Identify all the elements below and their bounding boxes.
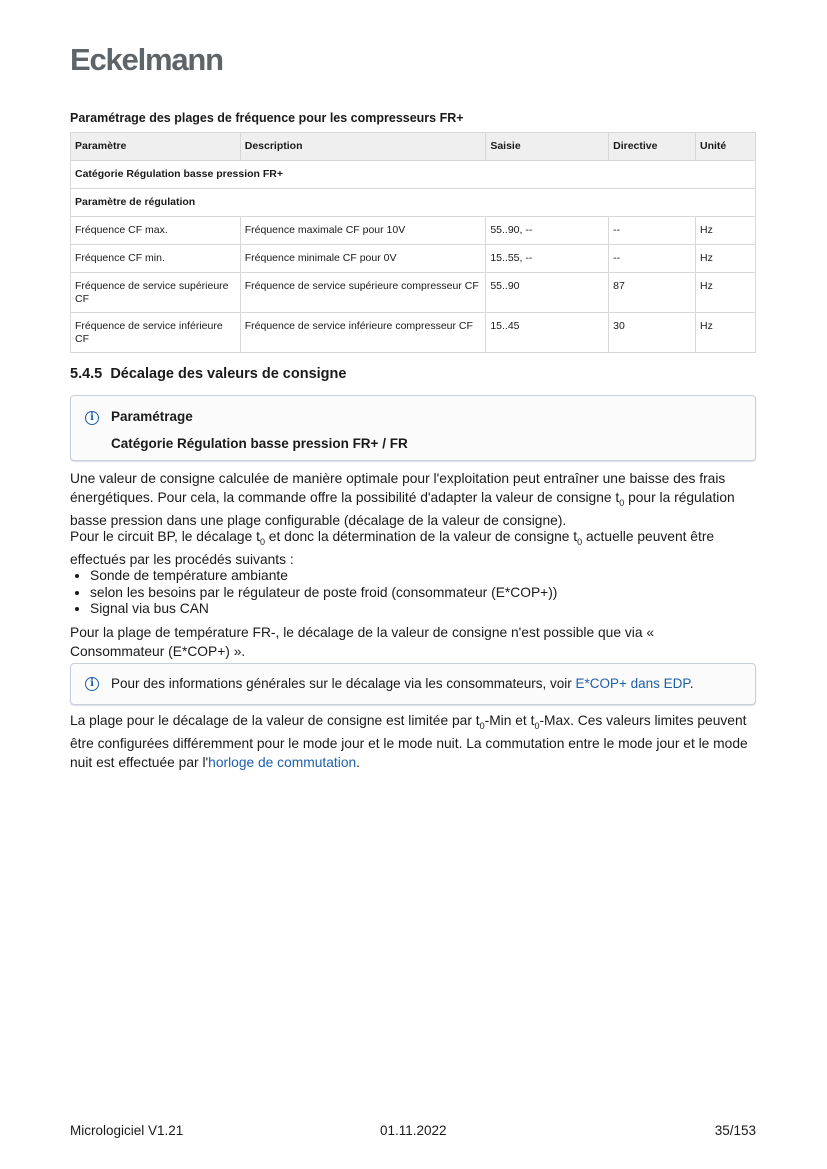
note-title: Paramétrage xyxy=(111,409,193,424)
cell: Fréquence CF max. xyxy=(71,217,241,245)
cell: Hz xyxy=(696,217,756,245)
table-row xyxy=(71,273,756,313)
footer-version: Micrologiciel V1.21 xyxy=(70,1123,184,1138)
cell: Fréquence de service supérieure compresseur CF xyxy=(240,273,486,313)
paragraph xyxy=(70,470,760,530)
cell: Fréquence CF min. xyxy=(71,245,241,273)
table-row xyxy=(71,217,756,245)
paragraph: Pour la plage de température FR-, le décalage de la valeur de consigne n'est possible que via « Consommateur (E*COP+) ». xyxy=(70,625,654,659)
info-note xyxy=(70,663,756,705)
cell: -- xyxy=(609,217,696,245)
col-header: Saisie xyxy=(486,133,609,161)
list-item: • selon les besoins par le régulateur de poste froid (consommateur (E*COP+)) xyxy=(90,585,760,602)
table-header-row xyxy=(71,133,756,161)
text: Pour des informations générales sur le décalage via les consommateurs, voir xyxy=(111,676,576,691)
subscript: 0 xyxy=(534,720,540,731)
col-header: Paramètre xyxy=(71,133,241,161)
text: -Max. Ces valeurs limites peuvent être configurées différemment pour le mode jour et le mode nuit. La commutation entre le mode jour et le mode nuit est effectuée par l' xyxy=(70,713,748,770)
list-item: • Signal via bus CAN xyxy=(90,601,760,618)
footer-date: 01.11.2022 xyxy=(380,1123,447,1138)
section-number: 5.4.5 xyxy=(70,366,103,382)
cell: Fréquence de service inférieure compresseur CF xyxy=(240,313,486,353)
col-header: Directive xyxy=(609,133,696,161)
text: et donc la détermination de la valeur de consigne t xyxy=(264,529,578,544)
subscript: 0 xyxy=(479,720,485,731)
footer-page-number: 35/153 xyxy=(714,1123,756,1138)
category-row: Catégorie Régulation basse pression FR+ xyxy=(71,161,756,189)
section-heading xyxy=(70,366,346,382)
frequency-table xyxy=(70,132,756,353)
cell: 87 xyxy=(609,273,696,313)
cell: 15..55, -- xyxy=(486,245,609,273)
cell: 55..90, -- xyxy=(486,217,609,245)
text: actuelle peuvent être effectués par les procédés suivants : xyxy=(70,529,715,568)
cell: Fréquence maximale CF pour 10V xyxy=(240,217,486,245)
note-text xyxy=(111,676,693,691)
table-row xyxy=(71,313,756,353)
cell: Fréquence de service inférieure CF xyxy=(71,313,241,353)
paragraph xyxy=(70,712,760,772)
cell: 15..45 xyxy=(486,313,609,353)
switching-clock-link[interactable]: horloge de commutation xyxy=(208,754,357,770)
bullet-list xyxy=(70,568,760,618)
text: -Min et t xyxy=(484,713,535,728)
parameter-note xyxy=(70,395,756,461)
info-icon: i xyxy=(85,411,99,425)
section-title: Décalage des valeurs de consigne xyxy=(110,366,347,382)
table-title: Paramétrage des plages de fréquence pour les compresseurs FR+ xyxy=(70,111,464,125)
cell: Hz xyxy=(696,273,756,313)
text: Une valeur de consigne calculée de manière optimale pour l'exploitation peut entraîner une baisse des frais énergétiques. Pour cela, la commande offre la possibilité d'adapter la valeur de consigne t xyxy=(70,471,726,505)
cell: Hz xyxy=(696,313,756,353)
col-header: Description xyxy=(240,133,486,161)
subscript: 0 xyxy=(619,497,625,508)
cell: Hz xyxy=(696,245,756,273)
text: . xyxy=(356,754,361,770)
note-text: Catégorie Régulation basse pression FR+ / FR xyxy=(111,436,408,451)
subscript: 0 xyxy=(577,536,583,547)
paragraph xyxy=(70,528,760,570)
list-item: • Sonde de température ambiante xyxy=(90,568,760,585)
ecop-edp-link[interactable]: E*COP+ dans EDP xyxy=(575,676,690,691)
info-icon: i xyxy=(85,677,99,691)
text: . xyxy=(689,676,694,691)
cell: Fréquence de service supérieure CF xyxy=(71,273,241,313)
cell: -- xyxy=(609,245,696,273)
cell: Fréquence minimale CF pour 0V xyxy=(240,245,486,273)
text: Pour le circuit BP, le décalage t xyxy=(70,529,260,544)
table-row xyxy=(71,245,756,273)
cell: 55..90 xyxy=(486,273,609,313)
group-row: Paramètre de régulation xyxy=(71,189,756,217)
text: pour la régulation basse pression dans une plage configurable (décalage de la valeur de consigne). xyxy=(70,489,735,528)
col-header: Unité xyxy=(696,133,756,161)
subscript: 0 xyxy=(259,536,265,547)
eckelmann-logo: Eckelmann xyxy=(70,42,223,77)
text: La plage pour le décalage de la valeur de consigne est limitée par t xyxy=(70,713,480,728)
cell: 30 xyxy=(609,313,696,353)
